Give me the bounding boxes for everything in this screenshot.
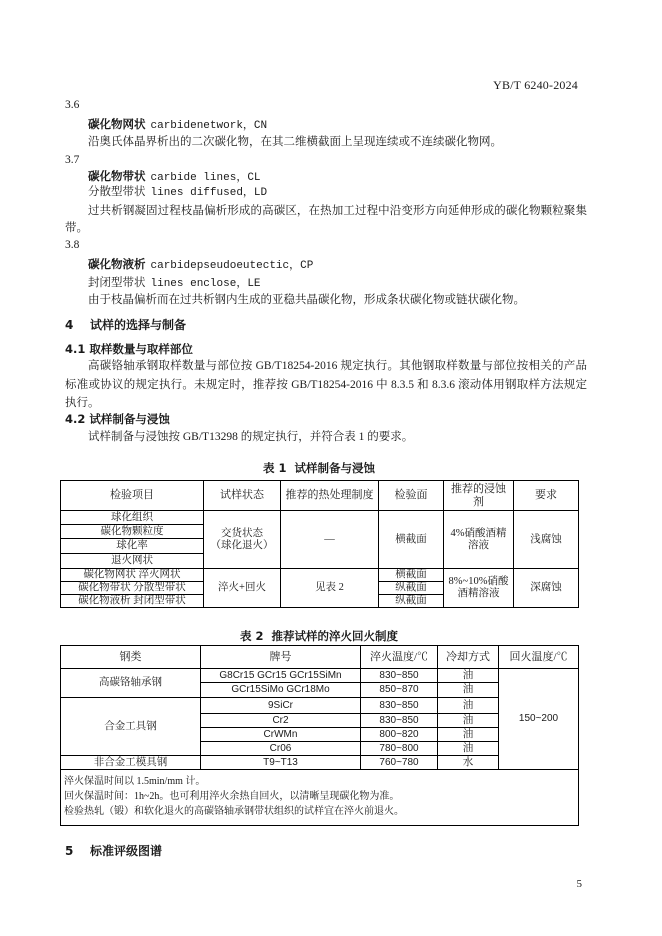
cooling-cell: 油 [438,742,499,756]
term-3-8 [88,255,313,275]
quench-temp-cell: 800~820 [361,728,438,742]
alt-term-3-7 [88,183,267,202]
header-cell: 要求 [514,481,579,511]
quench-temp-cell: 850~870 [361,683,438,698]
cooling-cell: 油 [438,683,499,698]
table-1-caption [60,459,578,477]
clause-number-3-7: 3.7 [65,154,80,166]
inspection-item-cell: 碳化物网状 淬火网状 [61,569,204,582]
table-row [61,569,579,582]
term-en: carbidepseudoeutectic，CP [150,260,314,272]
heat-treatment-cell: 见表 2 [281,569,379,608]
inspection-surface-cell: 纵截面 [379,582,444,595]
inspection-surface-cell: 纵截面 [379,595,444,608]
table-header-row [61,646,579,669]
alt-term-en: lines diffused，LD [150,187,268,199]
table-title: 试样制备与浸蚀 [294,461,375,475]
etchant-cell: 8%~10%硝酸酒精溶液 [444,569,514,608]
grade-cell: Cr2 [201,714,361,728]
term-en: carbide lines，CL [150,172,261,184]
section-title: 试样的选择与制备 [90,318,187,332]
definition-3-8: 由于枝晶偏析而在过共析钢内生成的亚稳共晶碳化物，形成条状碳化物或链状碳化物。 [88,294,525,306]
table-label: 表 2 [239,629,264,643]
requirement-cell: 浅腐蚀 [514,511,579,569]
inspection-item-cell: 球化率 [61,539,204,554]
inspection-item-cell: 碳化物液析 封闭型带状 [61,595,204,608]
steel-class-cell: 合金工具钢 [61,698,201,756]
header-cell: 推荐的热处理制度 [281,481,379,511]
term-zh: 碳化物液析 [88,257,146,271]
etchant-cell: 4%硝酸酒精溶液 [444,511,514,569]
tempering-temp-cell: 150~200 [499,669,579,770]
section-title: 标准评级图谱 [90,844,163,858]
clause-number: 4.1 [65,342,86,356]
section-number: 4 [65,318,74,332]
sample-state-cell: 淬火+回火 [204,569,281,608]
table-header-row [61,481,579,511]
clause-4-2-heading [65,410,170,428]
page-number: 5 [576,878,582,890]
clause-number-3-8: 3.8 [65,239,80,251]
definition-3-6: 沿奥氏体晶界析出的二次碳化物，在其二维横截面上呈现连续或不连续碳化物网。 [88,136,502,148]
quench-temp-cell: 780~800 [361,742,438,756]
header-cell: 牌号 [201,646,361,669]
section-5-heading [65,842,162,860]
header-cell: 检验面 [379,481,444,511]
clause-title: 试样制备与浸蚀 [89,412,170,426]
alt-term-en: lines enclose，LE [150,278,261,290]
term-en: carbidenetwork，CN [150,120,268,132]
steel-class-cell: 非合金工模具钢 [61,756,201,770]
heat-treatment-cell: — [281,511,379,569]
table-note: 淬火保温时间以 1.5min/mm 计。 [64,776,206,787]
grade-cell: CrWMn [201,728,361,742]
cooling-cell: 油 [438,728,499,742]
clause-number: 4.2 [65,412,86,426]
inspection-item-cell: 退火网状 [61,554,204,569]
cooling-cell: 油 [438,669,499,683]
clause-number-3-6: 3.6 [65,99,80,111]
cooling-cell: 油 [438,714,499,728]
header-cell: 回火温度/℃ [499,646,579,669]
alt-term-zh: 分散型带状 [88,186,146,198]
term-zh: 碳化物带状 [88,169,146,183]
table-label: 表 1 [262,461,287,475]
section-4-heading [65,316,186,334]
grade-cell: T9~T13 [201,756,361,770]
table-2-caption [60,627,578,645]
table-notes-row [61,770,579,826]
header-cell: 推荐的浸蚀剂 [444,481,514,511]
sample-state-line: （球化退火） [210,539,274,551]
sample-state-line: 交货状态 [221,527,263,539]
header-cell: 钢类 [61,646,201,669]
table-note: 检验热轧（锻）和软化退火的高碳铬轴承钢带状组织的试样宜在淬火前退火。 [64,806,404,817]
inspection-surface-cell: 横截面 [379,569,444,582]
header-cell: 淬火温度/℃ [361,646,438,669]
clause-4-2-text: 试样制备与浸蚀按 GB/T13298 的规定执行，并符合表 1 的要求。 [88,431,414,443]
term-3-6 [88,115,267,135]
inspection-surface-cell: 横截面 [379,511,444,569]
inspection-item-cell: 碳化物颗粒度 [61,525,204,539]
requirement-cell: 深腐蚀 [514,569,579,608]
table-row [61,511,579,525]
standard-code: YB/T 6240-2024 [493,78,578,92]
cooling-cell: 水 [438,756,499,770]
term-zh: 碳化物网状 [88,117,146,131]
grade-cell: 9SiCr [201,698,361,714]
grade-cell: GCr15SiMo GCr18Mo [201,683,361,698]
grade-cell: Cr06 [201,742,361,756]
table-title: 推荐试样的淬火回火制度 [271,629,398,643]
steel-class-cell: 高碳铬轴承钢 [61,669,201,698]
definition-3-7: 过共析钢凝固过程枝晶偏析形成的高碳区，在热加工过程中沿变形方向延伸形成的碳化物颗粒聚集带。 [65,205,587,234]
quench-temp-cell: 760~780 [361,756,438,770]
inspection-item-cell: 球化组织 [61,511,204,525]
section-number: 5 [65,844,74,858]
table-2 [60,645,579,826]
inspection-item-cell: 碳化物带状 分散型带状 [61,582,204,595]
grade-cell: G8Cr15 GCr15 GCr15SiMn [201,669,361,683]
table-note: 回火保温时间：1h~2h。也可利用淬火余热自回火，以清晰呈现碳化物为准。 [64,791,400,802]
table-notes-cell [61,770,579,826]
table-1 [60,480,579,608]
quench-temp-cell: 830~850 [361,669,438,683]
quench-temp-cell: 830~850 [361,698,438,714]
clause-4-1-text: 高碳铬轴承钢取样数量与部位按 GB/T18254-2016 规定执行。其他钢取样数量与部位按相关的产品标准或协议的规定执行。未规定时，推荐按 GB/T18254-2016 中 8.3.5 和 8.3.6 滚动体用钢取样方法规定执行。 [65,360,587,409]
cooling-cell: 油 [438,698,499,714]
sample-state-cell [204,511,281,569]
clause-title: 取样数量与取样部位 [89,342,193,356]
clause-4-1-heading [65,340,193,358]
quench-temp-cell: 830~850 [361,714,438,728]
header-cell: 检验项目 [61,481,204,511]
alt-term-zh: 封闭型带状 [88,277,146,289]
table-row [61,669,579,683]
header-cell: 试样状态 [204,481,281,511]
header-cell: 冷却方式 [438,646,499,669]
